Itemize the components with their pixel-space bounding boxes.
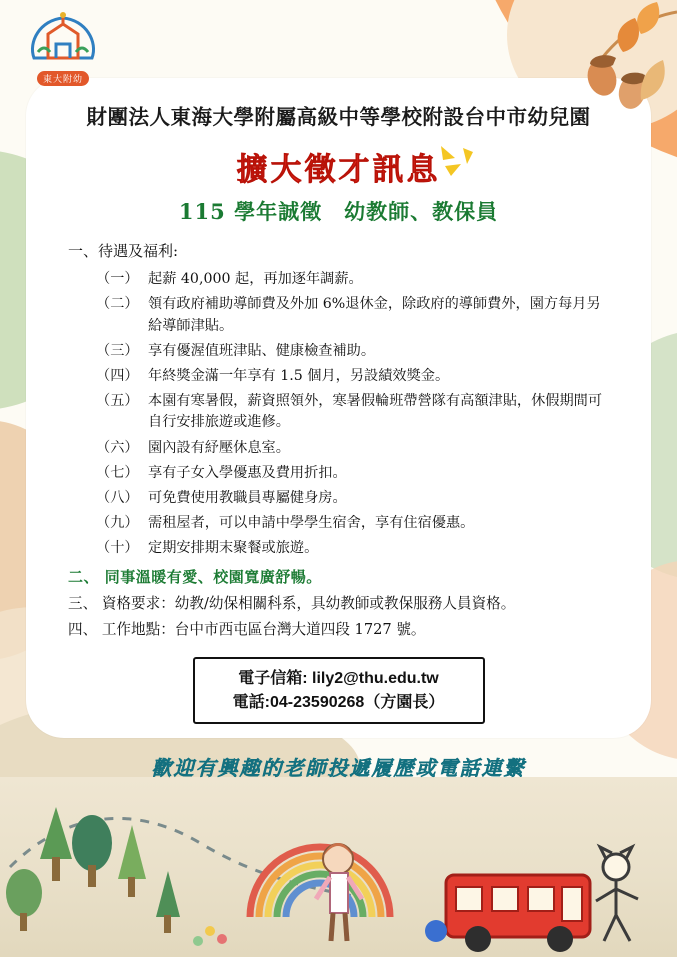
list-item — [96, 513, 611, 535]
list-item-number: （七） — [96, 464, 139, 481]
list-item-text: 享有子女入學優惠及費用折扣。 — [148, 464, 347, 481]
kindergarten-logo-icon — [26, 12, 100, 64]
tree-icon — [6, 869, 42, 931]
contact-email[interactable]: 電子信箱: lily2@thu.edu.tw — [238, 670, 439, 688]
list-item-text: 可免費使用教職員專屬健身房。 — [148, 489, 347, 506]
school-logo — [20, 12, 106, 84]
list-item-text: 園內設有紓壓休息室。 — [148, 439, 290, 456]
tree-icon — [118, 825, 146, 897]
list-item-number: （五） — [96, 392, 139, 409]
tree-icon — [156, 871, 180, 933]
list-item — [96, 366, 611, 388]
tree-icon — [72, 815, 112, 887]
tree-icon — [40, 807, 72, 881]
list-item-text: 年終獎金滿一年享有 1.5 個月，另設績效獎金。 — [148, 367, 450, 384]
list-item-text: 享有優渥值班津貼、健康檢查補助。 — [148, 342, 376, 359]
dog-figure-icon — [596, 847, 638, 941]
list-item-number: （十） — [96, 539, 139, 556]
sparkle-icon — [435, 142, 479, 186]
list-item-number: （九） — [96, 514, 139, 531]
list-item-number: （二） — [96, 296, 139, 313]
list-item — [96, 269, 611, 291]
list-item — [96, 438, 611, 460]
organization-title: 財團法人東海大學附屬高級中等學校附設台中市幼兒園 — [86, 105, 591, 129]
list-item — [96, 488, 611, 510]
flower-icon — [193, 926, 227, 946]
list-item-number: （三） — [96, 342, 139, 359]
logo-badge-text: 東大附幼 — [37, 71, 89, 86]
list-item-text: 需租屋者，可以申請中學學生宿舍，享有住宿優惠。 — [148, 514, 475, 531]
list-item-text: 定期安排期末聚餐或旅遊。 — [148, 539, 319, 556]
list-item-number: （一） — [96, 271, 139, 287]
list-item-text: 起薪 40,000 起，再加逐年調薪。 — [148, 271, 363, 287]
list-item — [96, 294, 611, 337]
bus-icon — [425, 875, 590, 952]
list-item — [96, 391, 611, 434]
section-item-four: 四、 工作地點：台中市西屯區台灣大道四段 1727 號。 — [68, 621, 426, 639]
benefits-list — [60, 269, 617, 559]
list-item-text: 本園有寒暑假，薪資照領外，寒暑假輪班帶營隊有高額津貼，休假期間可自行安排旅遊或進修。 — [148, 392, 603, 431]
section-item-three: 三、 資格要求：幼教/幼保相關科系，具幼教師或教保服務人員資格。 — [68, 595, 516, 613]
footer-note: 歡迎有興趣的老師投遞履歷或電話連繫 — [151, 756, 526, 780]
contact-box — [193, 657, 485, 723]
section-item-two: 二、 同事溫暖有愛、校園寬廣舒暢。 — [68, 568, 322, 587]
list-item-number: （六） — [96, 439, 139, 456]
list-item — [96, 463, 611, 485]
list-item-number: （四） — [96, 367, 139, 384]
rainbow-icon — [250, 847, 390, 917]
benefits-heading: 一、待遇及福利: — [68, 242, 179, 260]
list-item-number: （八） — [96, 489, 139, 506]
list-item — [96, 341, 611, 363]
headline-text: 擴大徵才訊息 — [236, 152, 441, 188]
list-item — [96, 538, 611, 560]
headline-area — [60, 144, 617, 188]
contact-phone[interactable]: 電話:04-23590268（方園長） — [232, 693, 445, 711]
poster-content — [26, 78, 651, 738]
list-item-text: 領有政府補助導師費及外加 6%退休金，除政府的導師費外，園方每月另給導師津貼。 — [148, 296, 601, 334]
subheadline-text: 115 學年誠徵 幼教師、教保員 — [178, 199, 499, 224]
